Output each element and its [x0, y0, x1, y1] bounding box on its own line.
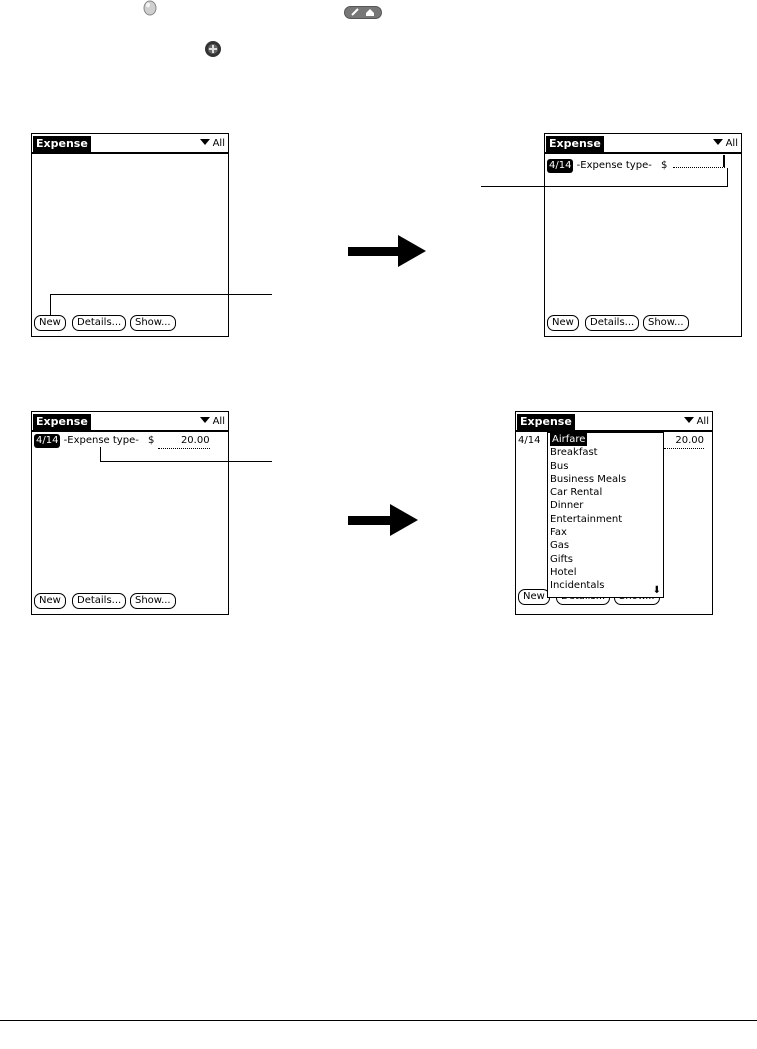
expense-type-label: Gifts [550, 553, 574, 565]
record-date[interactable]: 4/14 [549, 160, 572, 171]
show-button[interactable]: Show... [643, 315, 689, 331]
callout-line-amount-stem [727, 168, 728, 187]
expense-record-row[interactable] [34, 434, 226, 448]
new-button[interactable]: New [518, 589, 550, 605]
new-button[interactable]: New [34, 315, 66, 331]
record-date[interactable]: 4/14 [518, 435, 541, 446]
amount-field[interactable]: 20.00 [664, 434, 704, 449]
expense-type-label: Breakfast [550, 447, 598, 459]
expense-type-item[interactable] [550, 539, 661, 552]
expense-screen-type-list [515, 411, 713, 615]
currency-symbol: $ [661, 160, 668, 171]
details-button[interactable]: Details... [72, 315, 126, 331]
category-label: All [696, 416, 709, 427]
title-bar [545, 136, 741, 154]
expense-screen-empty [31, 133, 229, 337]
expense-type-item[interactable] [550, 526, 661, 539]
expense-type-item[interactable] [550, 473, 661, 486]
callout-line-amount [481, 186, 728, 187]
callout-line-new-stem [50, 294, 51, 315]
right-arrow-head [390, 504, 418, 536]
category-label: All [725, 138, 738, 149]
expense-type-item[interactable] [550, 553, 661, 566]
callout-line-type-stem [100, 447, 101, 462]
expense-type-label: Business Meals [550, 473, 627, 485]
details-button[interactable]: Details... [72, 593, 126, 609]
callout-line-new [50, 294, 272, 295]
expense-type-label: Bus [550, 460, 569, 472]
triangle-down-icon [200, 417, 210, 423]
expense-record-row[interactable] [547, 156, 739, 170]
expense-type-items [550, 433, 661, 593]
expense-type-label: Hotel [550, 566, 577, 578]
title-bar [516, 414, 712, 432]
category-label: All [212, 138, 225, 149]
amount-field[interactable]: 20.00 [158, 434, 210, 449]
app-title: Expense [33, 136, 91, 152]
callout-line-type [100, 461, 272, 462]
category-picker[interactable] [200, 414, 225, 430]
record-date[interactable]: 4/14 [36, 435, 59, 446]
expense-type-picker[interactable]: -Expense type- [576, 160, 652, 171]
menu-icon [204, 40, 222, 58]
expense-type-label: Incidentals [550, 580, 605, 592]
expense-type-label: Dinner [550, 500, 584, 512]
expense-type-label: Car Rental [550, 487, 603, 499]
new-button[interactable]: New [34, 593, 66, 609]
expense-screen-with-amount [31, 411, 229, 615]
category-picker[interactable] [684, 414, 709, 430]
currency-symbol: $ [148, 435, 155, 446]
right-arrow-head [398, 235, 426, 267]
triangle-down-icon [684, 417, 694, 423]
new-button[interactable]: New [547, 315, 579, 331]
expense-type-item[interactable] [550, 513, 661, 526]
sphere-icon [143, 0, 157, 16]
page-rule [0, 1020, 757, 1021]
triangle-down-icon [713, 139, 723, 145]
show-button[interactable]: Show... [130, 315, 176, 331]
expense-type-item[interactable] [550, 433, 661, 446]
expense-type-item[interactable] [550, 499, 661, 512]
expense-type-item[interactable] [550, 579, 661, 592]
expense-type-label: Fax [550, 527, 567, 539]
category-picker[interactable] [200, 136, 225, 152]
scroll-down-arrow-icon[interactable]: ⬇ [652, 585, 661, 596]
stylus-home-icon [344, 4, 382, 17]
app-title: Expense [517, 414, 575, 430]
right-arrow-icon [348, 247, 400, 256]
expense-type-picker[interactable]: -Expense type- [63, 435, 139, 446]
expense-type-label: Entertainment [550, 513, 623, 525]
expense-screen-new-record [544, 133, 742, 337]
category-picker[interactable] [713, 136, 738, 152]
amount-field[interactable] [673, 156, 725, 168]
expense-type-list[interactable] [547, 432, 664, 598]
details-button[interactable]: Details... [585, 315, 639, 331]
expense-type-item[interactable] [550, 566, 661, 579]
app-title: Expense [33, 414, 91, 430]
expense-type-item[interactable] [550, 460, 661, 473]
title-bar [32, 136, 228, 154]
expense-type-item[interactable] [550, 486, 661, 499]
expense-type-item[interactable] [550, 446, 661, 459]
expense-type-label: Airfare [552, 434, 586, 445]
title-bar [32, 414, 228, 432]
triangle-down-icon [200, 139, 210, 145]
app-title: Expense [546, 136, 604, 152]
show-button[interactable]: Show... [130, 593, 176, 609]
expense-type-label: Gas [550, 540, 570, 552]
category-label: All [212, 416, 225, 427]
